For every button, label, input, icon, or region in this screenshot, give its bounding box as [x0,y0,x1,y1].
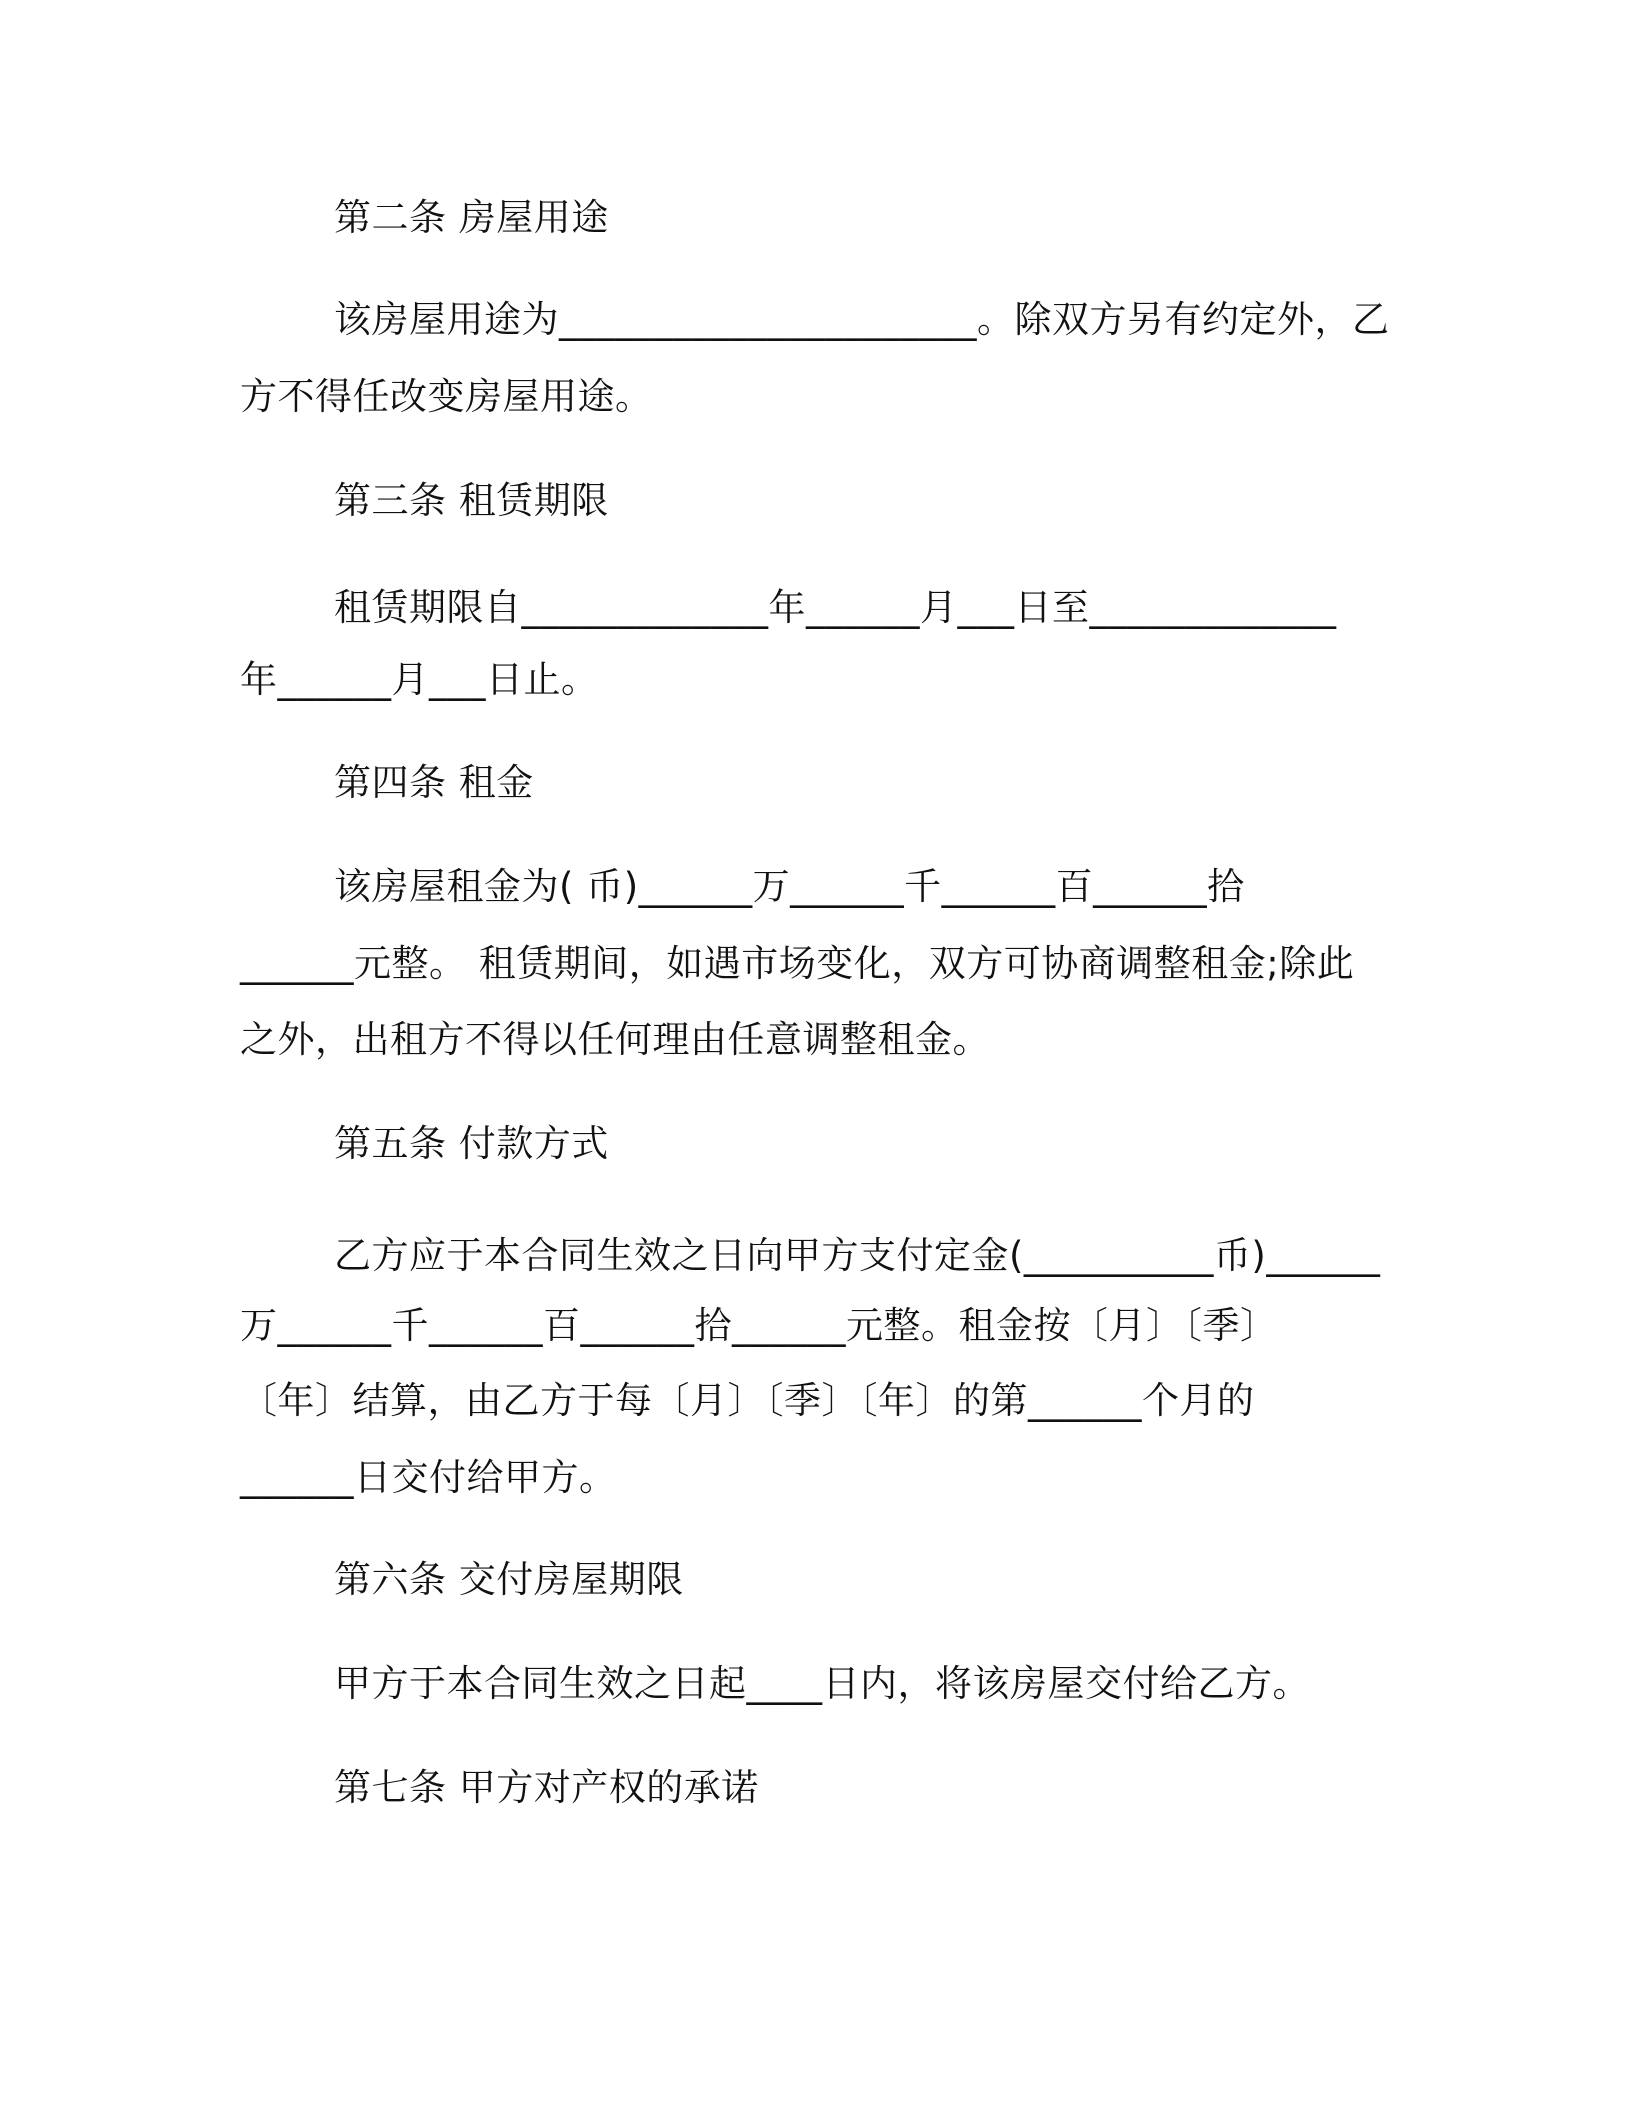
article-5-text-line-2: 万______千______百______拾______元整。租金按〔月〕〔季〕 [240,1304,1278,1347]
article-5-heading: 第五条 付款方式 [334,1122,609,1165]
article-5-text-line-3: 〔年〕结算，由乙方于每〔月〕〔季〕〔年〕的第______个月的 [240,1379,1255,1422]
article-2-text-line-1: 该房屋用途为______________________。除双方另有约定外，乙 [334,298,1390,341]
article-2-heading: 第二条 房屋用途 [334,196,609,239]
article-3-heading: 第三条 租赁期限 [334,479,609,522]
article-2-text-line-2: 方不得任改变房屋用途。 [240,375,653,418]
article-4-text-line-3: 之外，出租方不得以任何理由任意调整租金。 [240,1018,990,1061]
article-4-text-line-2: ______元整。 租赁期间，如遇市场变化，双方可协商调整租金;除此 [240,942,1355,985]
article-6-heading: 第六条 交付房屋期限 [334,1558,684,1601]
article-5-text-line-4: ______日交付给甲方。 [240,1456,617,1499]
article-6-text-line-1: 甲方于本合同生效之日起____日内，将该房屋交付给乙方。 [334,1662,1310,1705]
article-3-text-line-2: 年______月___日止。 [240,658,599,701]
article-4-heading: 第四条 租金 [334,761,534,804]
article-7-heading: 第七条 甲方对产权的承诺 [334,1766,759,1809]
article-3-text-line-1: 租赁期限自_____________年______月___日至_____________ [334,586,1337,629]
article-5-text-line-1: 乙方应于本合同生效之日向甲方支付定金(__________币)______ [334,1234,1381,1277]
article-4-text-line-1: 该房屋租金为( 币)______万______千______百______拾 [334,865,1245,908]
